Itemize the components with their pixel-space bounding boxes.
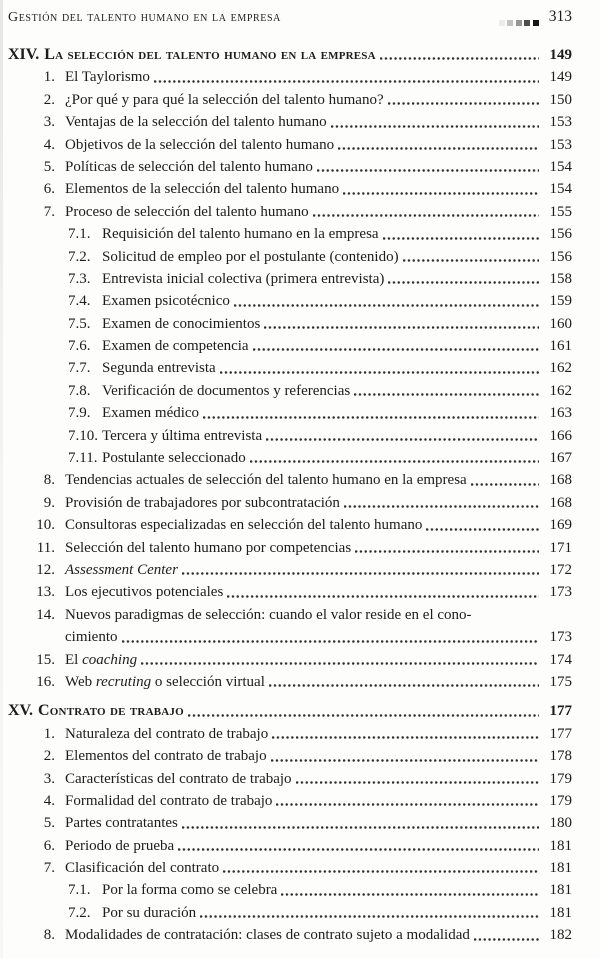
entry-number: 7.6. — [68, 338, 91, 355]
entry-title: Verificación de documentos y referencias — [102, 382, 351, 399]
entry-title: Tercera y última entrevista — [102, 427, 263, 444]
entry-page: 172 — [549, 561, 572, 578]
entry-title: Examen médico — [102, 405, 200, 422]
toc-entry-row — [8, 649, 572, 671]
entry-page: 173 — [549, 584, 572, 601]
entry-page: 154 — [549, 158, 572, 175]
entry-page: 167 — [549, 450, 572, 467]
entry-number: 7.1. — [68, 226, 91, 243]
entry-page: 159 — [549, 293, 572, 310]
leader-dots — [354, 393, 539, 396]
entry-page: 150 — [549, 91, 572, 108]
entry-number: 3. — [43, 770, 55, 787]
entry-page: 181 — [549, 904, 572, 921]
entry-title: Elementos del contrato de trabajo — [65, 748, 267, 765]
entry-number: 7.8. — [68, 382, 91, 399]
entry-title: Examen psicotécnico — [102, 293, 230, 310]
entry-title: Partes contratantes — [65, 815, 178, 832]
leader-dots — [234, 304, 539, 307]
leader-dots — [281, 893, 539, 896]
entry-title: cimiento — [65, 629, 118, 646]
entry-title-segment: Web — [65, 673, 96, 690]
entry-number: 7.2. — [68, 248, 91, 265]
entry-number: 7.11. — [68, 450, 98, 467]
toc-entry-row — [8, 671, 572, 693]
entry-page: 160 — [549, 315, 572, 332]
leader-dots — [380, 57, 539, 60]
leader-dots — [182, 826, 539, 829]
marker-square — [507, 20, 513, 26]
entry-title: Consultoras especializadas en selección del talento humano — [65, 517, 423, 534]
entry-number: 16. — [36, 673, 55, 690]
entry-page: 155 — [549, 203, 572, 220]
entry-title: Modalidades de contratación: clases de contrato sujeto a modalidad — [65, 927, 470, 944]
entry-title — [65, 559, 178, 581]
leader-dots — [203, 416, 539, 419]
entry-title: Solicitud de empleo por el postulante (contenido) — [102, 248, 399, 265]
entry-title: Postulante seleccionado — [102, 450, 246, 467]
entry-title-segment: El — [65, 651, 83, 668]
toc-entry-row — [8, 313, 572, 335]
leader-dots — [426, 528, 539, 531]
entry-page: 173 — [549, 629, 572, 646]
entry-title: Provisión de trabajadores por subcontratación — [65, 494, 340, 511]
entry-title: Examen de competencia — [102, 338, 249, 355]
toc-entry-row — [8, 268, 572, 290]
entry-number: 7. — [43, 860, 55, 877]
entry-title: Examen de conocimientos — [102, 315, 261, 332]
entry-title: Nuevos paradigmas de selección: cuando el valor reside en el cono- — [65, 606, 472, 623]
leader-dots — [313, 214, 539, 217]
toc-entry-row — [8, 357, 572, 379]
entry-title: Proceso de selección del talento humano — [65, 203, 309, 220]
toc-entry-row — [8, 201, 572, 223]
chapter-number: XIV. — [8, 46, 40, 63]
entry-title: Características del contrato de trabajo — [65, 770, 292, 787]
entry-title: Elementos de la selección del talento humano — [65, 181, 340, 198]
entry-page: 153 — [549, 114, 572, 131]
toc-entry-row — [8, 723, 572, 745]
entry-number: 7. — [43, 203, 55, 220]
toc-entry-row — [8, 514, 572, 536]
leader-dots — [296, 781, 539, 784]
entry-number: 2. — [43, 91, 55, 108]
toc-entry-row — [8, 835, 572, 857]
entry-page: 154 — [549, 181, 572, 198]
entry-page: 174 — [549, 651, 572, 668]
entry-title — [65, 671, 265, 693]
entry-number: 15. — [36, 651, 55, 668]
entry-title: Objetivos de la selección del talento humano — [65, 136, 335, 153]
leader-dots — [331, 125, 539, 128]
toc-entry-row — [8, 902, 572, 924]
leader-dots — [388, 102, 539, 105]
toc-entry-row — [8, 790, 572, 812]
toc-entry-row — [8, 246, 572, 268]
toc-chapter-row — [8, 44, 572, 66]
entry-title: El Taylorismo — [65, 69, 150, 86]
leader-dots — [355, 550, 539, 553]
entry-page: 175 — [549, 673, 572, 690]
entry-title: Clasificación del contrato — [65, 860, 220, 877]
leader-dots — [182, 572, 539, 575]
entry-number: 14. — [36, 606, 55, 623]
entry-page: 182 — [549, 927, 572, 944]
marker-square — [516, 20, 522, 26]
chapter-title: Contrato de trabajo — [38, 702, 184, 720]
toc-entry-row — [8, 447, 572, 469]
leader-dots — [154, 80, 539, 83]
entry-page: 158 — [549, 270, 572, 287]
entry-number: 1. — [43, 725, 55, 742]
leader-dots — [276, 803, 539, 806]
leader-dots — [269, 684, 539, 687]
leader-dots — [250, 460, 539, 463]
entry-number: 13. — [36, 584, 55, 601]
toc-entry-row — [8, 290, 572, 312]
toc-entry-row — [8, 134, 572, 156]
entry-title: Políticas de selección del talento humano — [65, 158, 313, 175]
toc-entry-row — [8, 745, 572, 767]
leader-dots — [188, 714, 539, 717]
entry-number: 7.10. — [68, 427, 98, 444]
toc-entry-row — [8, 879, 572, 901]
toc-entry-row — [8, 581, 572, 603]
entry-page: 178 — [549, 748, 572, 765]
toc-entry-row — [8, 812, 572, 834]
marker-square — [524, 20, 530, 26]
toc-entry-row — [8, 559, 572, 581]
entry-page: 156 — [549, 248, 572, 265]
leader-dots — [383, 237, 539, 240]
entry-title-segment: o selección virtual — [151, 673, 265, 690]
entry-page: 169 — [549, 517, 572, 534]
toc-entry-row — [8, 924, 572, 946]
entry-page: 180 — [549, 815, 572, 832]
entry-page: 156 — [549, 226, 572, 243]
leader-dots — [272, 736, 539, 739]
entry-number: 4. — [43, 136, 55, 153]
leader-dots — [200, 915, 539, 918]
entry-page: 161 — [549, 338, 572, 355]
toc-entry-row — [8, 335, 572, 357]
entry-number: 6. — [43, 837, 55, 854]
marker-square — [499, 20, 505, 26]
entry-page: 181 — [549, 882, 572, 899]
entry-title: Naturaleza del contrato de trabajo — [65, 725, 269, 742]
chapter-number: XV. — [8, 702, 34, 720]
entry-title: Tendencias actuales de selección del talento humano en la empresa — [65, 472, 467, 489]
toc-entry-row — [8, 537, 572, 559]
entry-page: 179 — [549, 792, 572, 809]
entry-title: Periodo de prueba — [65, 837, 175, 854]
entry-title: Requisición del talento humano en la empresa — [102, 226, 379, 243]
toc-entry-row — [8, 178, 572, 200]
entry-page: 168 — [549, 494, 572, 511]
entry-page: 163 — [549, 405, 572, 422]
entry-page: 171 — [549, 539, 572, 556]
entry-number: 11. — [36, 539, 55, 556]
entry-page: 181 — [549, 860, 572, 877]
entry-page: 168 — [549, 472, 572, 489]
entry-number: 5. — [43, 815, 55, 832]
leader-dots — [264, 326, 539, 329]
toc-entry-row — [8, 380, 572, 402]
leader-dots — [403, 259, 539, 262]
entry-number: 6. — [43, 181, 55, 198]
entry-title: Formalidad del contrato de trabajo — [65, 792, 273, 809]
entry-page: 162 — [549, 382, 572, 399]
entry-page: 179 — [549, 770, 572, 787]
leader-dots — [122, 640, 540, 643]
toc-entry-row — [8, 111, 572, 133]
toc-entry-row — [8, 89, 572, 111]
leader-dots — [220, 371, 539, 374]
entry-title: Ventajas de la selección del talento humano — [65, 114, 327, 131]
toc-entry-row — [8, 604, 572, 626]
entry-page: 177 — [549, 725, 572, 742]
chapter-title: La selección del talento humano en la empresa — [44, 46, 376, 63]
toc-entry-row — [8, 857, 572, 879]
entry-number: 10. — [36, 517, 55, 534]
leader-dots — [223, 870, 539, 873]
entry-title: Por la forma como se celebra — [102, 882, 278, 899]
leader-dots — [474, 938, 539, 941]
entry-number: 1. — [43, 69, 55, 86]
leader-dots — [317, 169, 539, 172]
entry-number: 3. — [43, 114, 55, 131]
entry-number: 7.3. — [68, 270, 91, 287]
entry-number: 7.9. — [68, 405, 91, 422]
leader-dots — [271, 759, 539, 762]
chapter-page: 149 — [549, 47, 572, 63]
entry-title: Selección del talento humano por competencias — [65, 539, 352, 556]
leader-dots — [343, 192, 539, 195]
entry-number: 4. — [43, 792, 55, 809]
toc-entry-row — [8, 425, 572, 447]
entry-title: ¿Por qué y para qué la selección del talento humano? — [65, 91, 384, 108]
entry-page: 181 — [549, 837, 572, 854]
toc-list — [8, 44, 572, 947]
toc-entry-row — [8, 402, 572, 424]
entry-number: 7.7. — [68, 360, 91, 377]
leader-dots — [338, 147, 539, 150]
entry-number: 8. — [43, 472, 55, 489]
leader-dots — [344, 505, 539, 508]
entry-title-segment: Assessment Center — [65, 561, 178, 578]
toc-entry-row — [8, 156, 572, 178]
entry-number: 2. — [43, 748, 55, 765]
toc-entry-row — [8, 66, 572, 88]
entry-page: 149 — [549, 69, 572, 86]
entry-title — [65, 649, 137, 671]
leader-dots — [471, 483, 539, 486]
folio-page-number: 313 — [548, 8, 572, 25]
entry-page: 162 — [549, 360, 572, 377]
leader-dots — [388, 281, 539, 284]
leader-dots — [266, 438, 539, 441]
entry-title: Los ejecutivos potenciales — [65, 584, 224, 601]
entry-number: 12. — [36, 561, 55, 578]
leader-dots — [141, 662, 539, 665]
entry-title: Segunda entrevista — [102, 360, 216, 377]
entry-number: 8. — [43, 927, 55, 944]
entry-number: 5. — [43, 158, 55, 175]
chapter-page: 177 — [549, 703, 572, 720]
entry-number: 7.5. — [68, 315, 91, 332]
entry-title: Entrevista inicial colectiva (primera entrevista) — [102, 270, 385, 287]
entry-title-segment: coaching — [82, 651, 138, 668]
running-header — [8, 8, 572, 32]
entry-number: 7.4. — [68, 293, 91, 310]
entry-number: 7.2. — [68, 904, 91, 921]
leader-dots — [178, 848, 539, 851]
toc-entry-continuation-row — [8, 626, 572, 648]
toc-entry-row — [8, 223, 572, 245]
toc-entry-row — [8, 492, 572, 514]
entry-number: 7.1. — [68, 882, 91, 899]
toc-entry-row — [8, 768, 572, 790]
marker-square — [533, 20, 539, 26]
toc-entry-row — [8, 469, 572, 491]
leader-dots — [253, 348, 539, 351]
entry-page: 166 — [549, 427, 572, 444]
entry-number: 9. — [43, 494, 55, 511]
leader-dots — [227, 595, 539, 598]
squares-gradient-icon — [499, 20, 539, 26]
entry-title-segment: recruting — [95, 673, 152, 690]
running-title: Gestión del talento humano en la empresa — [8, 10, 282, 25]
toc-chapter-row — [8, 700, 572, 722]
entry-title: Por su duración — [102, 904, 197, 921]
entry-page: 153 — [549, 136, 572, 153]
